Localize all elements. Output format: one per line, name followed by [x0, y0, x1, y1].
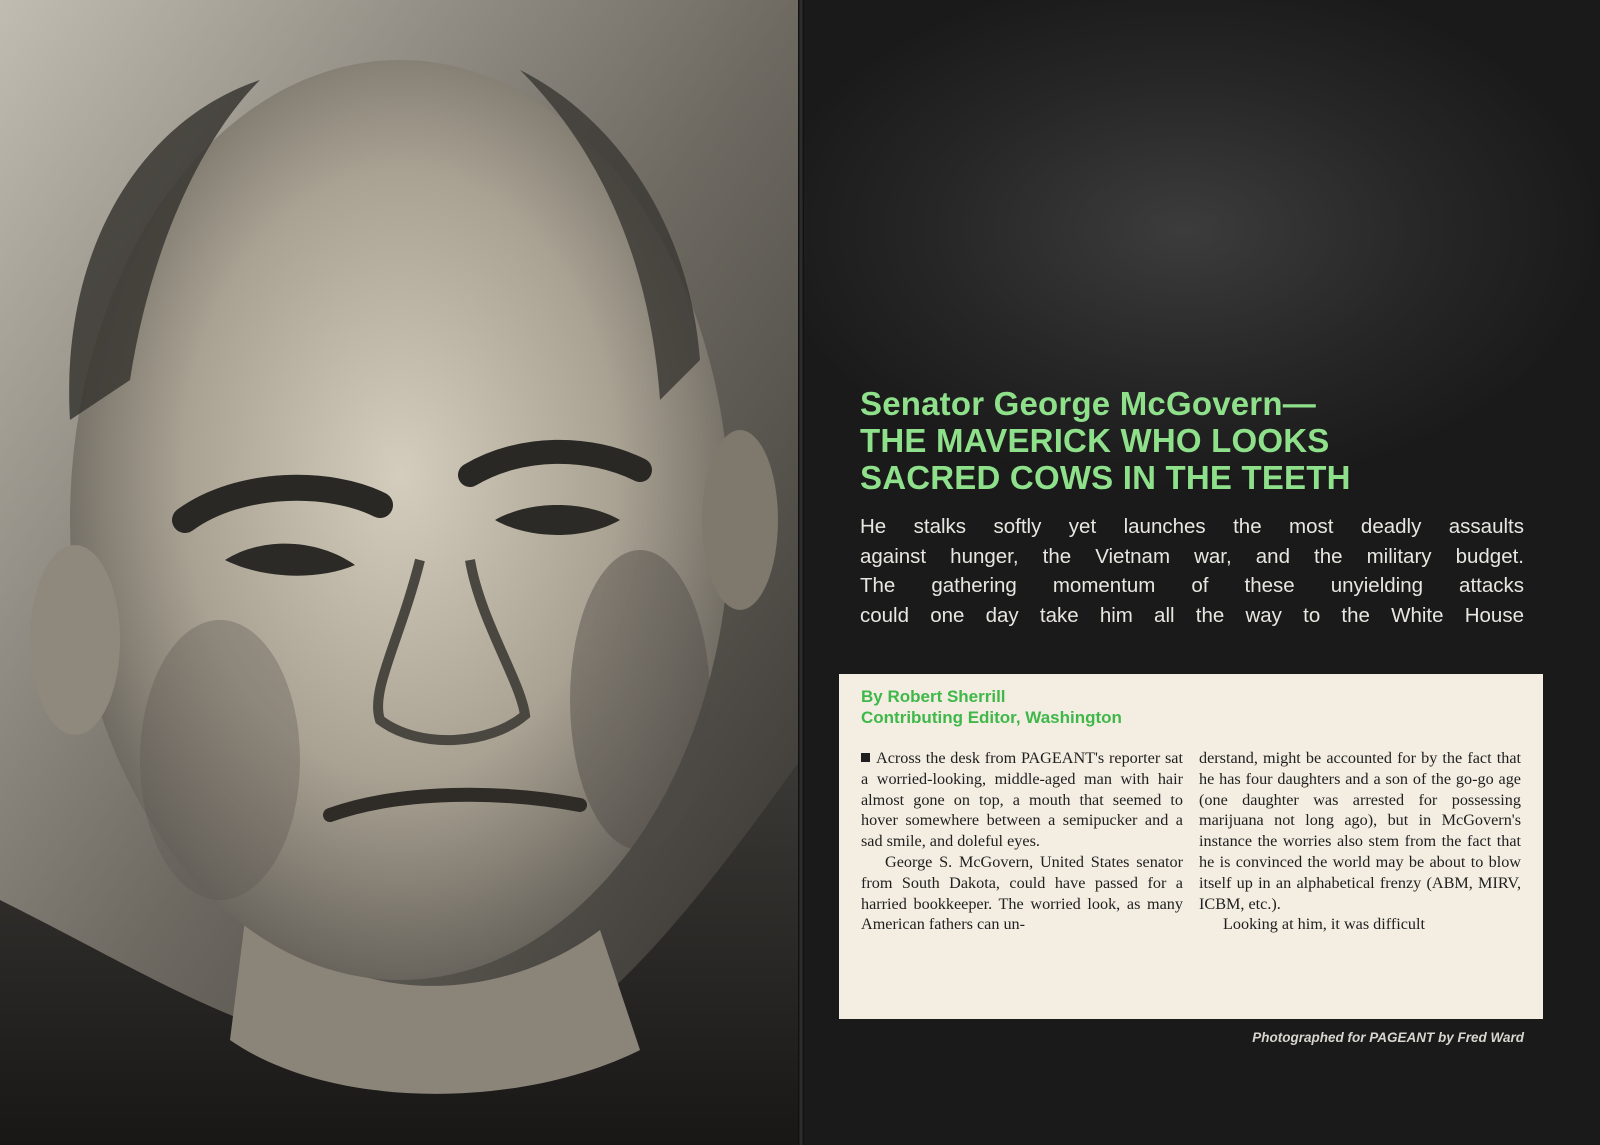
byline: [861, 686, 1521, 728]
photo-credit: Photographed for PAGEANT by Fred Ward: [1252, 1030, 1524, 1045]
headline-line-1: Senator George McGovern—: [860, 385, 1316, 422]
ear-left: [30, 545, 120, 735]
paragraph-1: [861, 748, 1183, 852]
article-headline: [860, 385, 1560, 496]
cheek-shadow-left: [140, 620, 300, 900]
headline-line-2: THE MAVERICK WHO LOOKS: [860, 422, 1330, 459]
bullet-square-icon: [861, 753, 870, 762]
article-column-2: [1199, 748, 1521, 935]
paragraph-4: Looking at him, it was difficult: [1223, 915, 1426, 934]
article-body-box: [839, 674, 1543, 1019]
deck-line-1: He stalks softly yet launches the most deadly assaults: [860, 515, 1524, 538]
deck-line-4: could one day take him all the way to the White House: [860, 603, 1524, 627]
deck-line-2: against hunger, the Vietnam war, and the military budget.: [860, 544, 1524, 568]
paragraph-2: George S. McGovern, United States senator from South Dakota, could have passed for a harried bookkeeper. The worried look, as many American fathers can un-: [861, 852, 1183, 934]
ear-right: [702, 430, 778, 610]
paragraph-3: derstand, might be accounted for by the fact that he has four daughters and a son of the go-go age (one daughter was arrested for possessing marijuana not long ago), but in McGovern's instance the worries also stem from the fact that he is convinced the world may be about to blow itself up in an alphabetical frenzy (ABM, MIRV, ICBM, etc.).: [1199, 749, 1521, 913]
article-column-1: [861, 748, 1183, 935]
headline-line-3: SACRED COWS IN THE TEETH: [860, 459, 1351, 496]
article-page: [804, 0, 1600, 1145]
byline-author: By Robert Sherrill: [861, 687, 1006, 706]
paragraph-1-text: Across the desk from PAGEANT's reporter sat a worried-looking, middle-aged man with hair almost gone on top, a mouth that seemed to hover somewhere between a semipucker and a sad smile, and doleful eyes.: [861, 749, 1183, 851]
byline-role: Contributing Editor, Washington: [861, 708, 1122, 727]
article-deck: [860, 512, 1524, 630]
article-columns: [861, 748, 1521, 935]
deck-line-3: The gathering momentum of these unyielding attacks: [860, 574, 1524, 597]
cheek-shadow-right: [570, 550, 710, 850]
